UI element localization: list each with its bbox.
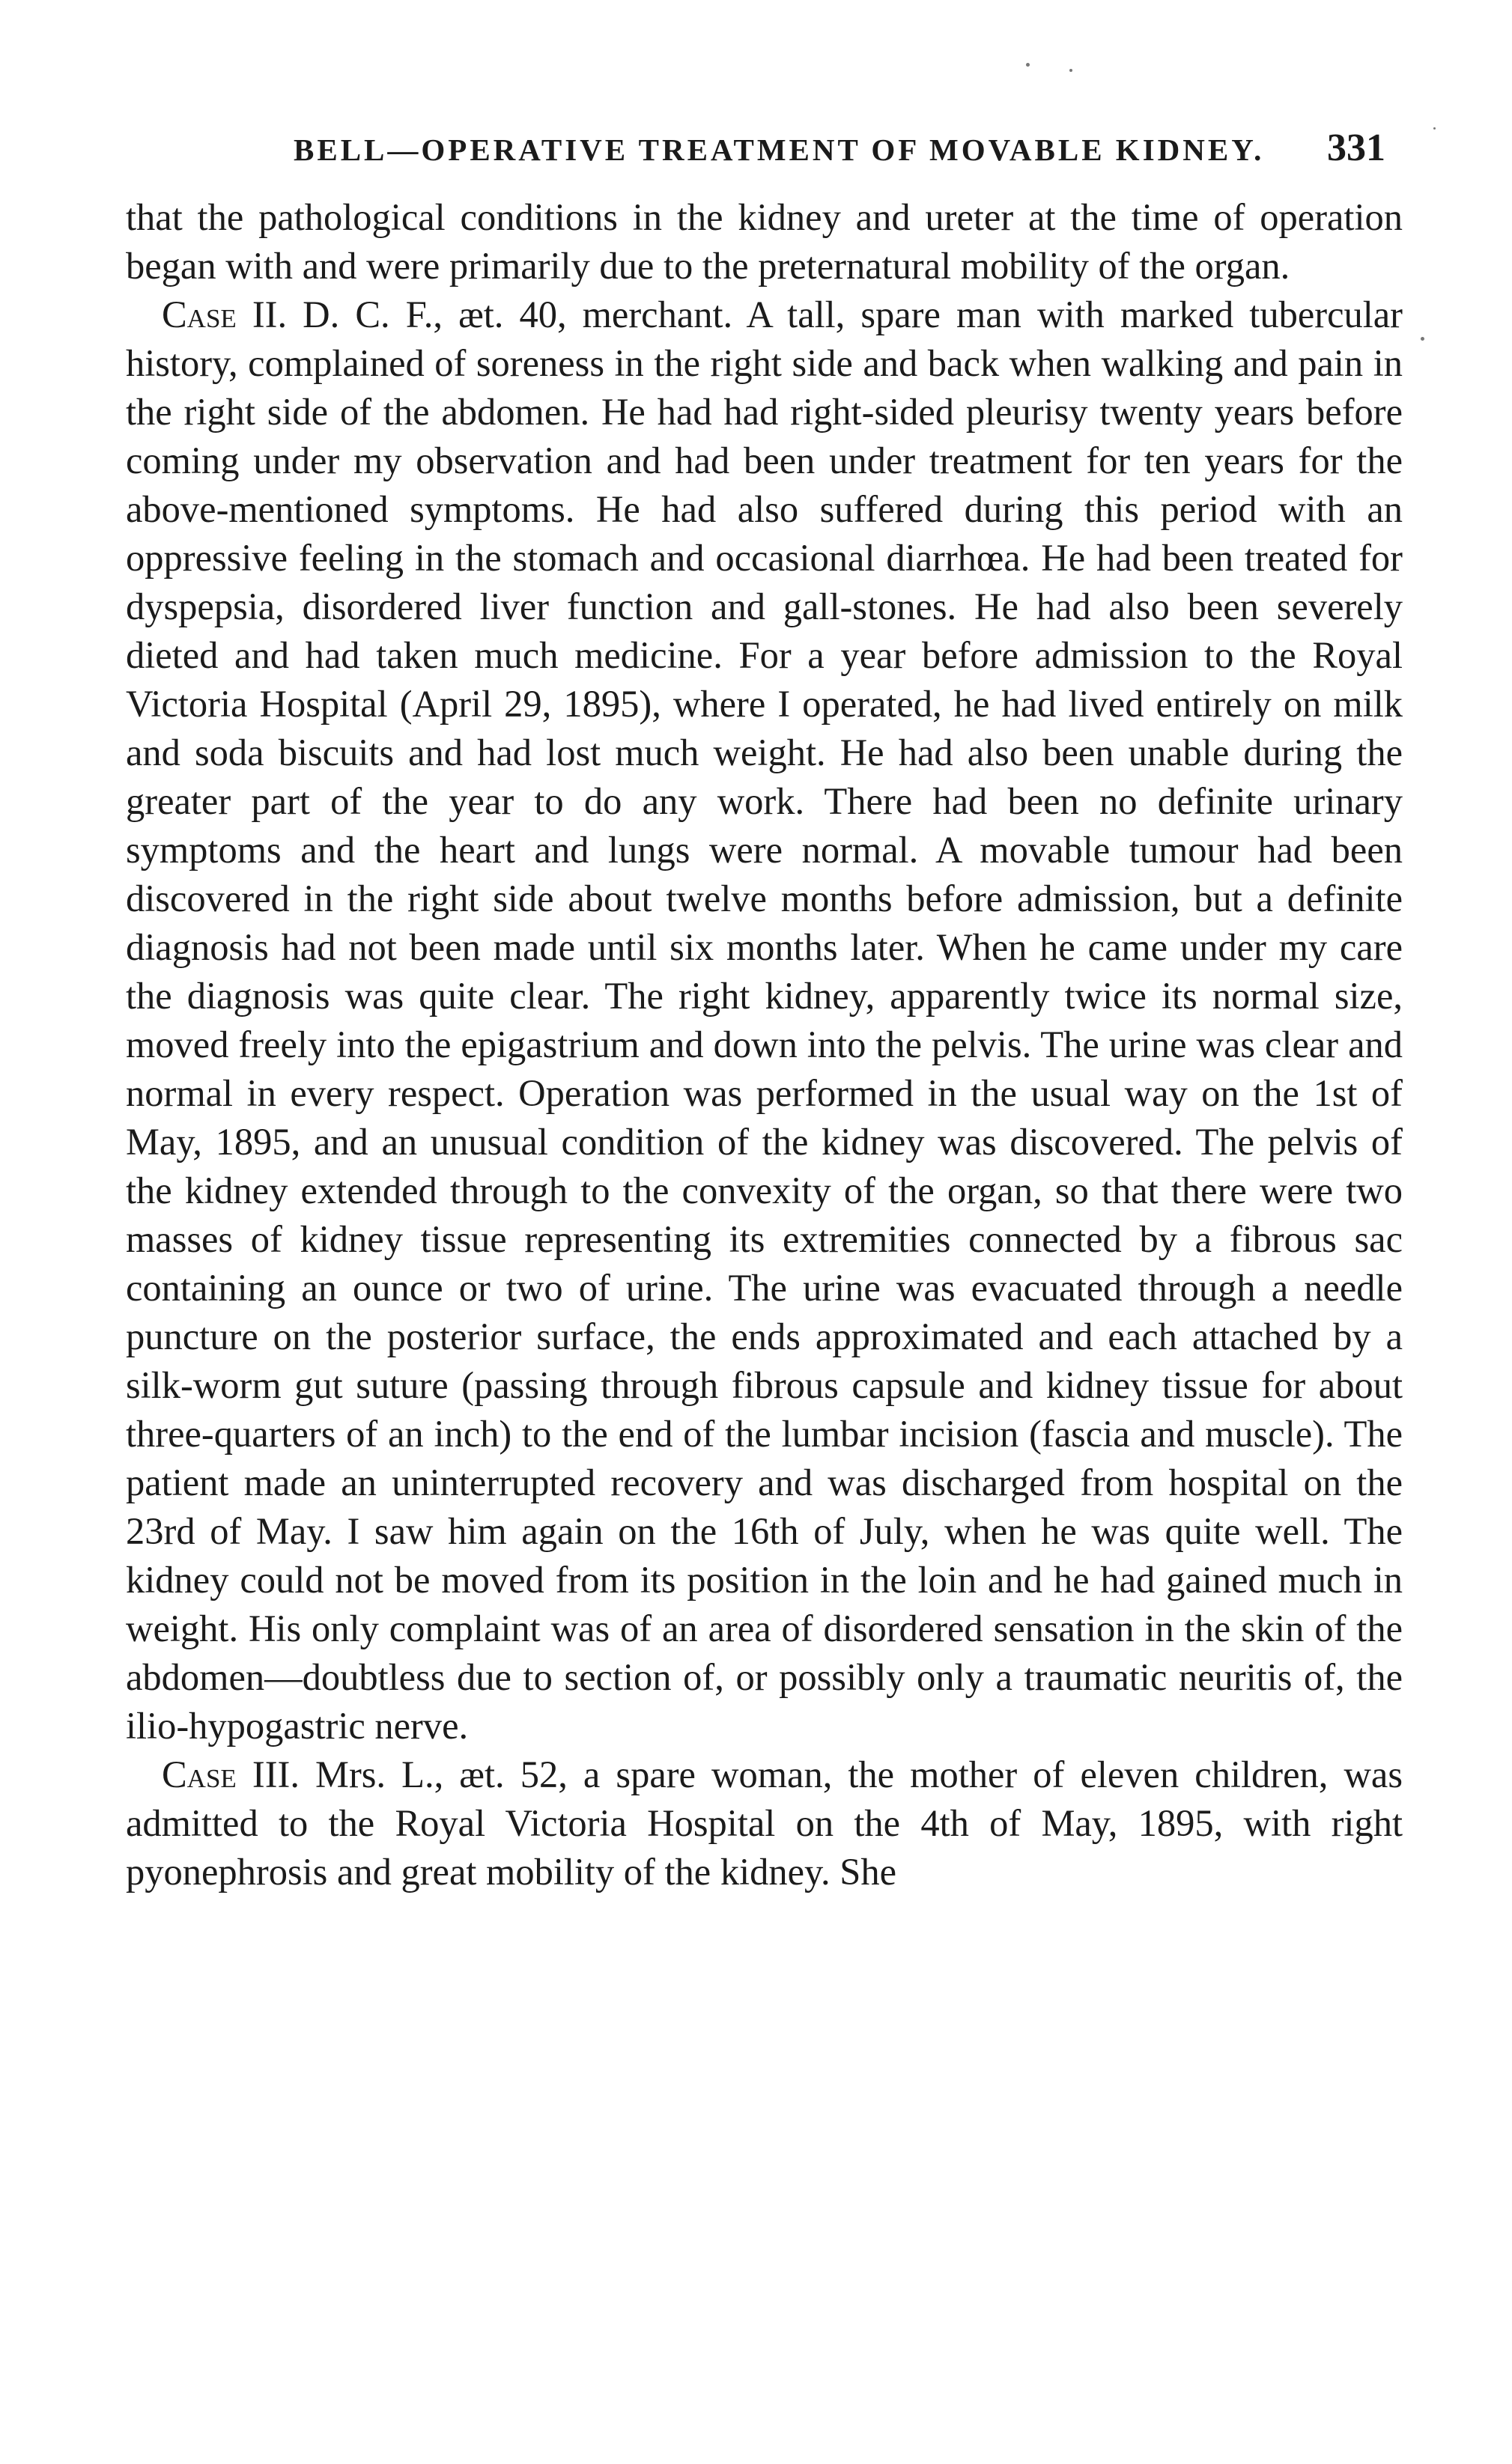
scan-speck (1069, 69, 1072, 72)
scan-speck (1433, 127, 1436, 130)
paragraph-continuation (126, 193, 1403, 290)
paragraph-case-2 (126, 290, 1403, 1750)
scan-speck (1026, 63, 1030, 67)
paragraph-text: D. C. F., æt. 40, merchant. A tall, spare man with marked tubercular history, complained of soreness in the right side and back when walking and pain in the right side of the abdomen. He had had right-sided pleurisy twenty years before coming under my observation and had been under treatment for ten years for the above-mentioned symptoms. He had also suffered during this period with an oppressive feeling in the stomach and occasional diarrhœa. He had been treated for dyspepsia, disordered liver function and gall-stones. He had also been severely dieted and had taken much medicine. For a year before admission to the Royal Victoria Hospital (April 29, 1895), where I operated, he had lived entirely on milk and soda biscuits and had lost much weight. He had also been unable during the greater part of the year to do any work. There had been no definite urinary symptoms and the heart and lungs were normal. A movable tumour had been discovered in the right side about twelve months before admission, but a definite diagnosis had not been made until six months later. When he came under my care the diagnosis was quite clear. The right kidney, apparently twice its normal size, moved freely into the epigastrium and down into the pelvis. The urine was clear and normal in every respect. Operation was performed in the usual way on the 1st of May, 1895, and an unusual condition of the kidney was discovered. The pelvis of the kidney extended through to the convexity of the organ, so that there were two masses of kidney tissue representing its extremities connected by a fibrous sac containing an ounce or two of urine. The urine was evacuated through a needle puncture on the posterior surface, the ends approximated and each attached by a silk-worm gut suture (passing through fibrous capsule and kidney tissue for about three-quarters of an inch) to the end of the lumbar incision (fascia and muscle). The patient made an uninterrupted recovery and was discharged from hospital on the 23rd of May. I saw him again on the 16th of July, when he was quite well. The kidney could not be moved from its position in the loin and he had gained much in weight. His only complaint was of an area of disordered sensation in the skin of the abdomen—doubtless due to section of, or possibly only a traumatic neuritis of, the ilio-hypogastric nerve. (126, 293, 1403, 1747)
scan-speck (1421, 337, 1424, 341)
case-label: Case II. (162, 293, 288, 335)
running-head (127, 126, 1385, 186)
page-number: 331 (1327, 127, 1385, 169)
running-title: BELL—OPERATIVE TREATMENT OF MOVABLE KIDNEY. (294, 133, 1265, 167)
paragraph-text: Mrs. L., æt. 52, a spare woman, the mother of eleven children, was admitted to the Royal Victoria Hospital on the 4th of May, 1895, with right pyonephrosis and great mobility of the kidney. She (126, 1753, 1403, 1893)
paragraph-text: that the pathological conditions in the kidney and ureter at the time of operation began with and were primarily due to the preternatural mobility of the organ. (126, 196, 1403, 287)
case-label: Case III. (162, 1753, 300, 1795)
paragraph-case-3 (126, 1750, 1403, 1896)
body-text (126, 193, 1403, 1896)
